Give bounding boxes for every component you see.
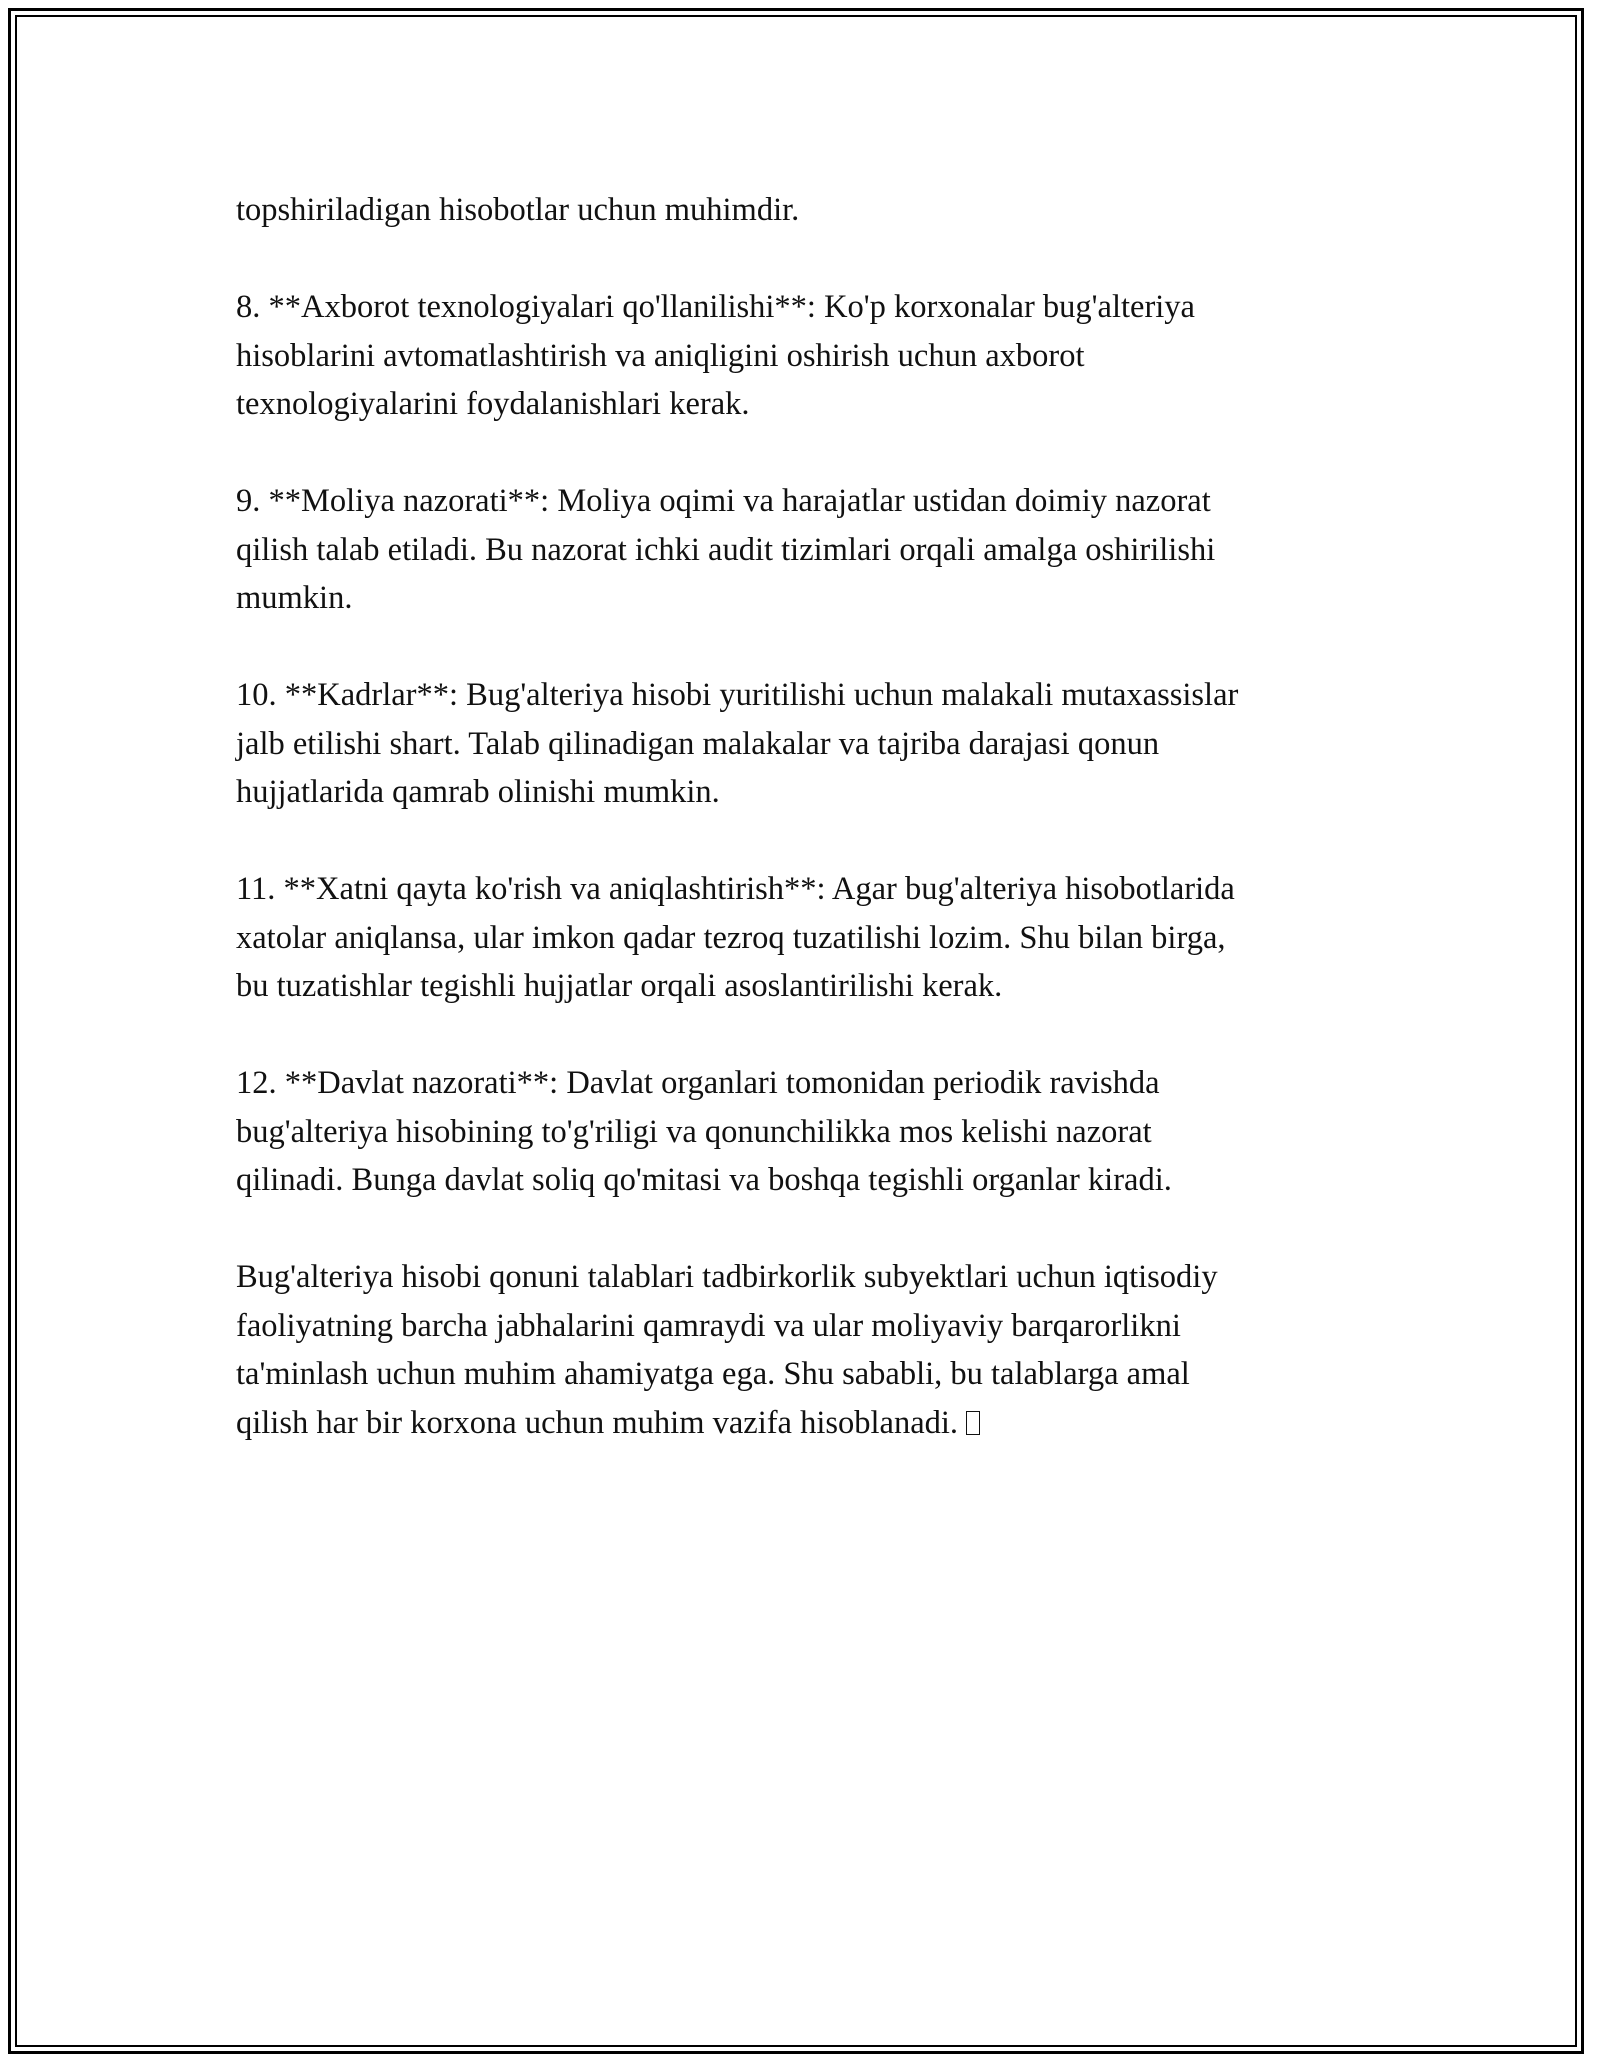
text-line: bu tuzatishlar tegishli hujjatlar orqali asoslantirilishi kerak. — [236, 968, 1003, 1004]
text-line: bug'alteriya hisobining to'g'riligi va qonunchilikka mos kelishi nazorat — [236, 1113, 1152, 1150]
text-line: 9. **Moliya nazorati**: Moliya oqimi va harajatlar ustidan doimiy nazorat — [236, 483, 1211, 519]
text-line: qilish talab etiladi. Bu nazorat ichki audit tizimlari orqali amalga oshirilishi — [236, 531, 1216, 568]
text-line: 10. **Kadrlar**: Bug'alteriya hisobi yuritilishi uchun malakali mutaxassislar — [236, 677, 1239, 713]
text-line: xatolar aniqlansa, ular imkon qadar tezroq tuzatilishi lozim. Shu bilan birga, — [236, 919, 1226, 956]
text-line: texnologiyalarini foydalanishlari kerak. — [236, 386, 750, 422]
paragraph-item-9 — [236, 477, 1386, 623]
text-line: faoliyatning barcha jabhalarini qamraydi va ular moliyaviy barqarorlikni — [236, 1307, 1181, 1344]
text-line: topshiriladigan hisobotlar uchun muhimdir. — [236, 192, 800, 228]
text-line: 8. **Axborot texnologiyalari qo'llanilishi**: Ko'p korxonalar bug'alteriya — [236, 289, 1195, 325]
text-line: 12. **Davlat nazorati**: Davlat organlari tomonidan periodik ravishda — [236, 1065, 1160, 1101]
text-line: jalb etilishi shart. Talab qilinadigan malakalar va tajriba darajasi qonun — [236, 725, 1160, 762]
paragraph-conclusion — [236, 1253, 1386, 1447]
text-line: hisoblarini avtomatlashtirish va aniqligini oshirish uchun axborot — [236, 337, 1085, 374]
text-line: ta'minlash uchun muhim ahamiyatga ega. Shu sababli, bu talablarga amal — [236, 1356, 1190, 1392]
paragraph-continuation — [236, 186, 1386, 235]
paragraph-item-12 — [236, 1059, 1386, 1205]
paragraph-item-10 — [236, 671, 1386, 817]
text-line: Bug'alteriya hisobi qonuni talablari tadbirkorlik subyektlari uchun iqtisodiy — [236, 1259, 1218, 1295]
missing-glyph-box-icon — [966, 1411, 980, 1435]
document-body — [236, 186, 1386, 1447]
text-line: qilinadi. Bunga davlat soliq qo'mitasi va boshqa tegishli organlar kiradi. — [236, 1162, 1172, 1198]
text-line: hujjatlarida qamrab olinishi mumkin. — [236, 774, 720, 810]
paragraph-item-11 — [236, 865, 1386, 1011]
text-line: qilish har bir korxona uchun muhim vazifa hisoblanadi. — [236, 1404, 959, 1441]
text-line: mumkin. — [236, 580, 353, 616]
paragraph-item-8 — [236, 283, 1386, 429]
text-line: 11. **Xatni qayta ko'rish va aniqlashtirish**: Agar bug'alteriya hisobotlarida — [236, 871, 1235, 907]
